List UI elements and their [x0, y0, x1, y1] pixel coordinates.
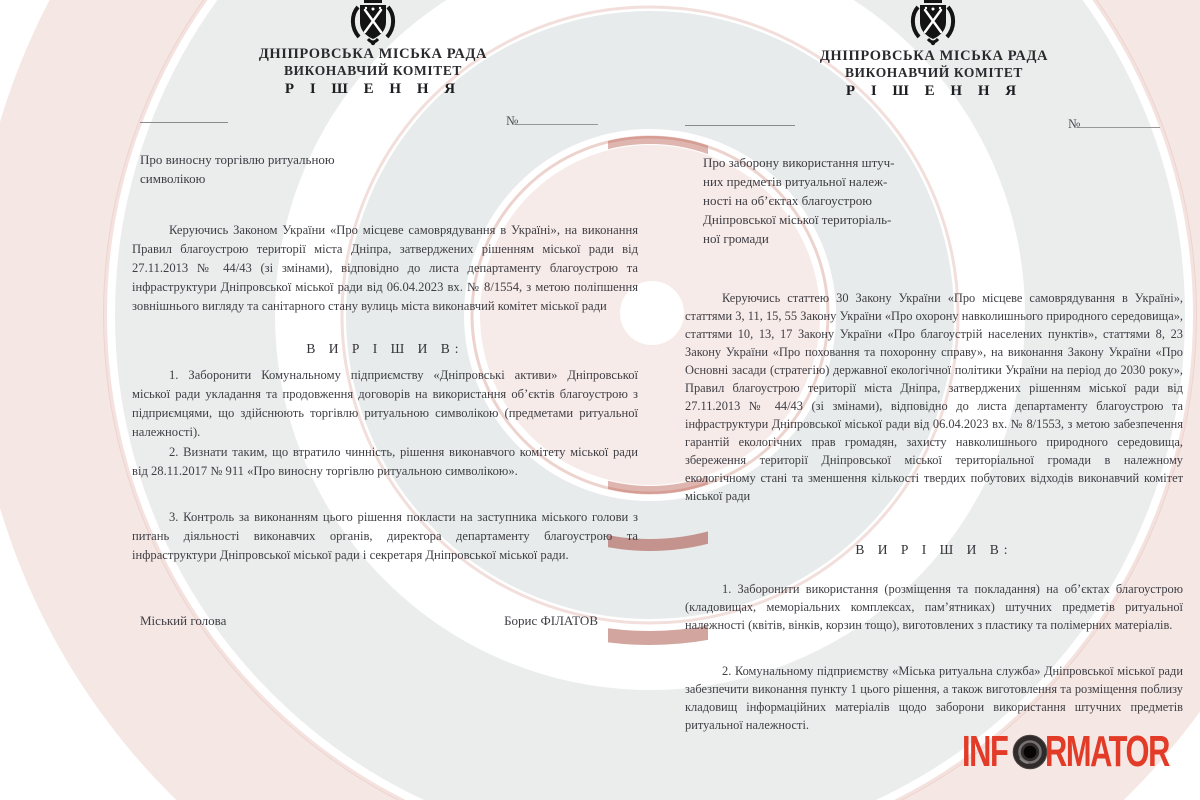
logo-text-prefix: INF	[962, 727, 1008, 776]
resolution-item-2: 2. Визнати таким, що втратило чинність, рішення виконавчого комітету міської ради від 28.11.2017 № 911 «Про виносну торгівлю ритуальною символікою».	[132, 445, 638, 478]
resolved-heading: В И Р І Ш И В:	[855, 542, 1013, 557]
city-coat-of-arms-icon	[350, 0, 396, 46]
number-blank-line	[518, 112, 598, 125]
org-name-line1: ДНІПРОВСЬКА МІСЬКА РАДА	[258, 46, 488, 62]
document-title: Про заборону використання штуч- них предметів ритуальної належ- ності на об’єктах благоустрою Дніпровської міської територіаль- ної громади	[703, 155, 895, 246]
preamble-paragraph: Керуючись Законом України «Про місцеве самоврядування в Україні», на виконання Правил благоустрою території міста Дніпра, затверджених рішенням міської ради від 27.11.2013 № 44/43 (зі змінами), відповідно до листа департаменту благоустрою та інфраструктури Дніпровської міської ради від 06.04.2023 вх. № 8/1554, з метою поліпшення зовнішнього вигляду та санітарного стану вулиць міста виконавчий комітет міської ради	[132, 223, 638, 313]
org-name-line1: ДНІПРОВСЬКА МІСЬКА РАДА	[819, 48, 1049, 64]
resolved-heading: В И Р І Ш И В:	[306, 341, 464, 356]
eye-icon	[1012, 734, 1048, 770]
signature-position: Міський голова	[140, 613, 227, 628]
resolution-item-3: 3. Контроль за виконанням цього рішення покласти на заступника міського голови з питань діяльності виконавчих органів, директора департаменту благоустрою та інфраструктури Дніпровської міської ради і секретаря Дніпровської міської ради.	[132, 510, 638, 562]
number-label: №	[506, 113, 519, 128]
city-coat-of-arms-icon	[910, 0, 956, 46]
number-blank-line	[1080, 115, 1160, 128]
resolution-item-1: 1. Заборонити використання (розміщення та покладання) на об’єктах благоустрою (кладовищах, меморіальних комплексах, пам’ятниках) штучних предметів ритуальної належності (квітів, вінків, корзин тощо), виготовлених з пластику та полімерних матеріалів.	[685, 582, 1183, 632]
date-blank-line	[140, 122, 228, 123]
preamble-paragraph: Керуючись статтею 30 Закону України «Про місцеве самоврядування в Україні», статтями 3, 11, 15, 55 Закону України «Про охорону навколишнього природного середовища», статтями 10, 13, 17 Закону України «Про благоустрій населених пунктів», статтями 8, 23 Закону України «Про поховання та похоронну справу», на виконання Закону України «Про Основні засади (стратегію) державної екологічної політики України на період до 2030 року», Правил благоустрою території міста Дніпра, затверджених рішенням міської ради від 27.11.2013 № 44/43 (зі змінами), відповідно до листа департаменту благоустрою та інфраструктури Дніпровської міської ради від 06.04.2023 вх. № 8/1553, з метою забезпечення гарантій екологічних прав громадян, захисту навколишнього природного середовища, збереження території Дніпровської міської територіальної громади в належному екологічному стані та зменшення кількості твердих побутових відходів виконавчий комітет міської ради	[685, 291, 1183, 503]
resolution-item-1: 1. Заборонити Комунальному підприємству «Дніпровські активи» Дніпровської міської ради укладання та продовження договорів на використання об’єктів благоустрою з підприємцями, що здійснюють торгівлю ритуальною символікою (предметами ритуальної належності).	[132, 368, 638, 439]
decision-document-right	[685, 0, 1183, 800]
number-field	[1068, 115, 1160, 132]
number-label: №	[1068, 116, 1081, 131]
org-name-line2: ВИКОНАВЧИЙ КОМІТЕТ	[844, 65, 1024, 80]
resolution-item-2: 2. Комунальному підприємству «Міська ритуальна служба» Дніпровської міської ради забезпечити виконання пункту 1 цього рішення, а також виготовлення та розміщення поблизу кладовищ інформаційних матеріалів щодо заборони використання штучних предметів ритуальної належності.	[685, 664, 1183, 732]
signatory-name: Борис ФІЛАТОВ	[504, 613, 598, 628]
decision-document-left	[132, 0, 638, 800]
number-field	[506, 112, 598, 129]
document-title: Про виносну торгівлю ритуальною символікою	[140, 152, 335, 186]
date-blank-line	[685, 125, 795, 126]
org-name-line2: ВИКОНАВЧИЙ КОМІТЕТ	[283, 63, 463, 78]
doc-type-heading: Р І Ш Е Н Н Я	[284, 81, 462, 97]
logo-text-suffix: RMATOR	[1044, 727, 1169, 776]
informator-logo	[962, 727, 1198, 776]
doc-type-heading: Р І Ш Е Н Н Я	[845, 83, 1023, 99]
